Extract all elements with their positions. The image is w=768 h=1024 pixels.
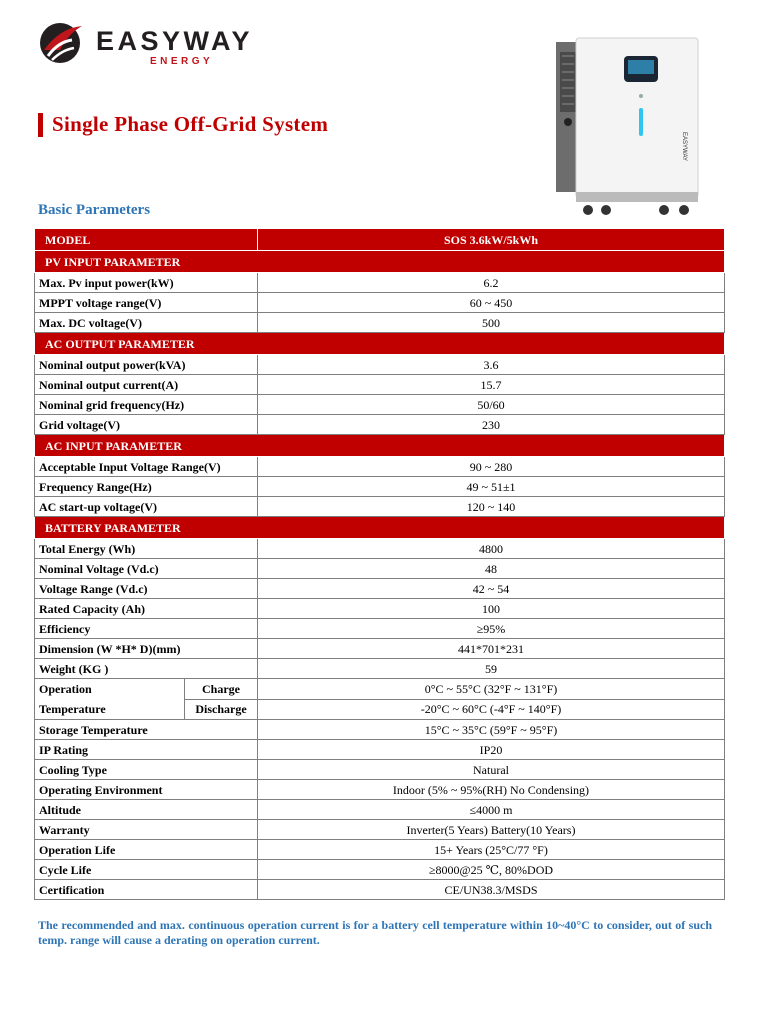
table-row-operation-temperature-charge	[35, 679, 725, 700]
brand-logo	[38, 20, 288, 70]
table-row: Warranty Inverter(5 Years) Battery(10 Years)	[35, 820, 725, 840]
charge-value: 0°C ~ 55°C (32°F ~ 131°F)	[258, 679, 725, 700]
table-row: Operation Life 15+ Years (25°C/77 °F)	[35, 840, 725, 860]
table-row: Storage Temperature 15°C ~ 35°C (59°F ~ 95°F)	[35, 720, 725, 740]
discharge-label: Discharge	[185, 699, 258, 720]
title-accent-bar	[38, 113, 43, 137]
table-row: IP Rating IP20	[35, 740, 725, 760]
table-row: AC start-up voltage(V) 120 ~ 140	[35, 497, 725, 517]
table-row: Dimension (W *H* D)(mm) 441*701*231	[35, 639, 725, 659]
footnote: The recommended and max. continuous operation current is for a battery cell temperature within 10~40°C to consider, out of such temp. range will cause a derating on operation current.	[38, 918, 712, 947]
discharge-value: -20°C ~ 60°C (-4°F ~ 140°F)	[258, 699, 725, 720]
model-row	[35, 229, 725, 251]
section-header-pv: PV INPUT PARAMETER	[35, 251, 725, 273]
easyway-logo-icon	[38, 20, 88, 66]
table-row: Voltage Range (Vd.c) 42 ~ 54	[35, 579, 725, 599]
svg-text:EASYWAY: EASYWAY	[681, 132, 687, 162]
table-row: Weight (KG ) 59	[35, 659, 725, 679]
model-value: SOS 3.6kW/5kWh	[258, 229, 725, 251]
table-row: Nominal output power(kVA) 3.6	[35, 355, 725, 375]
battery-system-image	[548, 32, 718, 222]
section-header-battery: BATTERY PARAMETER	[35, 517, 725, 539]
section-header-ac-input: AC INPUT PARAMETER	[35, 435, 725, 457]
table-row: Cycle Life ≥8000@25 ℃, 80%DOD	[35, 860, 725, 880]
table-row: Operating Environment Indoor (5% ~ 95%(RH) No Condensing)	[35, 780, 725, 800]
table-row: Nominal output current(A) 15.7	[35, 375, 725, 395]
table-row: Nominal grid frequency(Hz) 50/60	[35, 395, 725, 415]
table-row: Cooling Type Natural	[35, 760, 725, 780]
table-row: Nominal Voltage (Vd.c) 48	[35, 559, 725, 579]
table-row: Efficiency ≥95%	[35, 619, 725, 639]
table-row: Altitude ≤4000 m	[35, 800, 725, 820]
section-header-ac-output: AC OUTPUT PARAMETER	[35, 333, 725, 355]
table-row: Grid voltage(V) 230	[35, 415, 725, 435]
page-title: Single Phase Off-Grid System	[52, 112, 329, 136]
table-row: Max. Pv input power(kW) 6.2	[35, 273, 725, 293]
charge-label: Charge	[185, 679, 258, 700]
brand-name: EASYWAY	[96, 26, 254, 56]
model-label: MODEL	[35, 229, 258, 251]
table-row: Frequency Range(Hz) 49 ~ 51±1	[35, 477, 725, 497]
table-row: Total Energy (Wh) 4800	[35, 539, 725, 559]
table-row: Rated Capacity (Ah) 100	[35, 599, 725, 619]
table-row: MPPT voltage range(V) 60 ~ 450	[35, 293, 725, 313]
table-row: Max. DC voltage(V) 500	[35, 313, 725, 333]
table-row: Acceptable Input Voltage Range(V) 90 ~ 280	[35, 457, 725, 477]
brand-sub: ENERGY	[150, 56, 214, 67]
operation-temperature-label: Operation Temperature	[35, 679, 185, 720]
section-heading: Basic Parameters	[38, 202, 151, 218]
table-row: Certification CE/UN38.3/MSDS	[35, 880, 725, 900]
parameters-table	[34, 228, 725, 900]
